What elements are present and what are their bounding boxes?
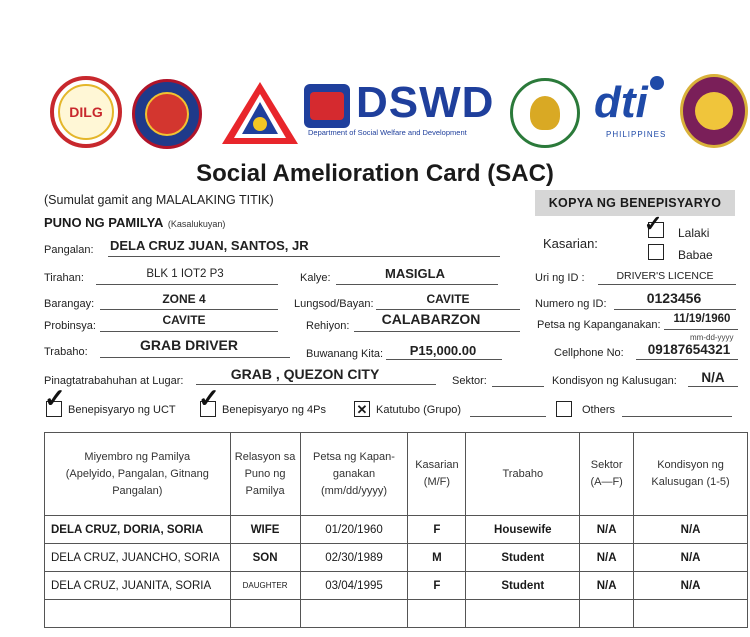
katutubo-label: Katutubo (Grupo)	[376, 404, 461, 416]
cell-relasyon[interactable]	[230, 600, 300, 628]
pangalan-label: Pangalan:	[44, 244, 94, 256]
barangay-label: Barangay:	[44, 298, 95, 310]
instruction-text: (Sumulat gamit ang MALALAKING TITIK)	[44, 193, 274, 207]
check-mark-icon: ✓	[44, 383, 66, 413]
header-petsa: Petsa ng Kapan-ganakan (mm/dd/yyyy)	[300, 433, 408, 516]
cell-kasarian[interactable]	[408, 600, 466, 628]
probinsya-label: Probinsya:	[44, 320, 96, 332]
numero-id-label: Numero ng ID:	[535, 298, 607, 310]
cell-sektor[interactable]: N/A	[580, 516, 634, 544]
trabaho-label: Trabaho:	[44, 346, 88, 358]
petsa-hint: mm-dd-yyyy	[690, 333, 734, 342]
kondisyon-label: Kondisyon ng Kalusugan:	[552, 375, 677, 387]
katutubo-underline	[470, 416, 546, 417]
dilg-seal: DILG	[50, 76, 122, 148]
copy-label-box	[535, 190, 735, 216]
table-row	[45, 544, 748, 572]
family-members-table	[44, 432, 748, 628]
cellphone-label: Cellphone No:	[554, 347, 624, 359]
copy-label: KOPYA NG BENEPISYARYO	[548, 196, 722, 210]
section-header	[44, 214, 225, 232]
card-title: Social Amelioration Card (SAC)	[196, 160, 554, 187]
pangalan-underline	[108, 256, 500, 257]
cell-petsa[interactable]	[300, 600, 408, 628]
others-label: Others	[582, 404, 616, 416]
table-row	[45, 600, 748, 628]
pangalan-field[interactable]: DELA CRUZ JUAN, SANTOS, JR	[110, 238, 309, 253]
cell-trabaho[interactable]: Student	[466, 544, 580, 572]
header-kasarian: Kasarian (M/F)	[408, 433, 466, 516]
dbm-seal	[132, 79, 202, 149]
cell-sektor[interactable]	[580, 600, 634, 628]
cell-trabaho[interactable]: Housewife	[466, 516, 580, 544]
cell-kasarian[interactable]: M	[408, 544, 466, 572]
pinagtatrabahuhan-label: Pinagtatrabahuhan at Lugar:	[44, 375, 184, 387]
cell-petsa[interactable]: 03/04/1995	[300, 572, 408, 600]
kita-underline	[386, 359, 502, 360]
header-kondisyon: Kondisyon ng Kalusugan (1-5)	[634, 433, 748, 516]
barangay-field[interactable]: ZONE 4	[162, 292, 206, 306]
petsa-label: Petsa ng Kapanganakan:	[537, 319, 661, 331]
uri-ng-id-label: Uri ng ID :	[535, 272, 585, 284]
rehiyon-label: Rehiyon:	[306, 320, 350, 332]
cell-relasyon[interactable]: WIFE	[230, 516, 300, 544]
tirahan-label: Tirahan:	[44, 272, 84, 284]
petsa-underline	[664, 329, 738, 330]
kasarian-label: Kasarian:	[543, 236, 598, 251]
cell-sektor[interactable]: N/A	[580, 572, 634, 600]
lungsod-field[interactable]: CAVITE	[426, 292, 470, 306]
cell-kondisyon[interactable]: N/A	[634, 544, 748, 572]
others-checkbox[interactable]	[556, 401, 572, 417]
lungsod-underline	[376, 309, 520, 310]
cell-miyembro[interactable]: DELA CRUZ, DORIA, SORIA	[45, 516, 231, 544]
cell-relasyon[interactable]: DAUGHTER	[230, 572, 300, 600]
numero-id-underline	[614, 309, 736, 310]
cell-relasyon[interactable]: SON	[230, 544, 300, 572]
babae-label: Babae	[678, 248, 713, 262]
cell-miyembro[interactable]: DELA CRUZ, JUANCHO, SORIA	[45, 544, 231, 572]
cell-petsa[interactable]: 01/20/1960	[300, 516, 408, 544]
da-seal	[510, 78, 580, 148]
rehiyon-field[interactable]: CALABARZON	[381, 311, 481, 327]
table-row	[45, 516, 748, 544]
pinagtatrabahuhan-field[interactable]: GRAB , QUEZON CITY	[230, 366, 380, 382]
dti-logo: dti PHILIPPINES	[594, 78, 667, 139]
check-mark-icon: ✓	[198, 383, 220, 413]
cell-kondisyon[interactable]: N/A	[634, 572, 748, 600]
lalaki-label: Lalaki	[678, 226, 710, 240]
uri-ng-id-underline	[598, 284, 736, 285]
header-trabaho: Trabaho	[466, 433, 580, 516]
rehiyon-underline	[354, 331, 520, 332]
babae-checkbox[interactable]	[648, 244, 664, 260]
trabaho-field[interactable]: GRAB DRIVER	[139, 337, 238, 353]
dswd-wordmark: DSWD Department of Social Welfare and Development	[302, 80, 502, 140]
pinagtatrabahuhan-underline	[196, 384, 436, 385]
cell-miyembro[interactable]: DELA CRUZ, JUANITA, SORIA	[45, 572, 231, 600]
dof-seal	[680, 74, 748, 148]
tirahan-underline	[96, 284, 278, 285]
cell-kasarian[interactable]: F	[408, 572, 466, 600]
kalye-label: Kalye:	[300, 272, 331, 284]
kalye-field[interactable]: MASIGLA	[385, 266, 445, 281]
probinsya-underline	[100, 331, 278, 332]
cell-kondisyon[interactable]	[634, 600, 748, 628]
header-miyembro: Miyembro ng Pamilya (Apelyido, Pangalan, Gitnang Pangalan)	[45, 433, 231, 516]
section-label: PUNO NG PAMILYA	[44, 215, 164, 230]
cell-petsa[interactable]: 02/30/1989	[300, 544, 408, 572]
probinsya-field[interactable]: CAVITE	[162, 313, 206, 327]
katutubo-checkbox[interactable]	[354, 401, 370, 417]
table-row	[45, 572, 748, 600]
kita-field[interactable]: P15,000.00	[409, 343, 477, 358]
petsa-field[interactable]: 11/19/1960	[673, 313, 731, 325]
header-sektor: Sektor (A—F)	[580, 433, 634, 516]
trabaho-underline	[100, 357, 290, 358]
kondisyon-field[interactable]: N/A	[701, 370, 725, 385]
cellphone-field[interactable]: 09187654321	[647, 342, 731, 357]
uct-label: Benepisyaryo ng UCT	[68, 404, 176, 416]
sektor-underline	[492, 386, 544, 387]
kondisyon-underline	[688, 386, 738, 387]
uri-ng-id-field[interactable]: DRIVER'S LICENCE	[616, 270, 714, 282]
others-underline	[622, 416, 732, 417]
table-header-row	[45, 433, 748, 516]
numero-id-field[interactable]: 0123456	[646, 290, 702, 306]
cell-sektor[interactable]: N/A	[580, 544, 634, 572]
cell-trabaho[interactable]	[466, 600, 580, 628]
kita-label: Buwanang Kita:	[306, 348, 384, 360]
section-note: (Kasalukuyan)	[167, 219, 226, 229]
x-mark-icon: ✕	[356, 401, 368, 417]
barangay-underline	[100, 309, 278, 310]
cell-kondisyon[interactable]: N/A	[634, 516, 748, 544]
kalye-underline	[336, 284, 498, 285]
cell-miyembro[interactable]	[45, 600, 231, 628]
cell-kasarian[interactable]: F	[408, 516, 466, 544]
tirahan-field[interactable]: BLK 1 IOT2 P3	[146, 268, 224, 280]
cellphone-underline	[636, 359, 738, 360]
lungsod-label: Lungsod/Bayan:	[294, 298, 374, 310]
cell-trabaho[interactable]: Student	[466, 572, 580, 600]
sektor-label: Sektor:	[452, 375, 487, 387]
fourps-label: Benepisyaryo ng 4Ps	[222, 404, 326, 416]
header-relasyon: Relasyon sa Puno ng Pamilya	[230, 433, 300, 516]
check-mark-icon: ✓	[644, 211, 663, 236]
dswd-triangle-logo	[220, 80, 300, 146]
